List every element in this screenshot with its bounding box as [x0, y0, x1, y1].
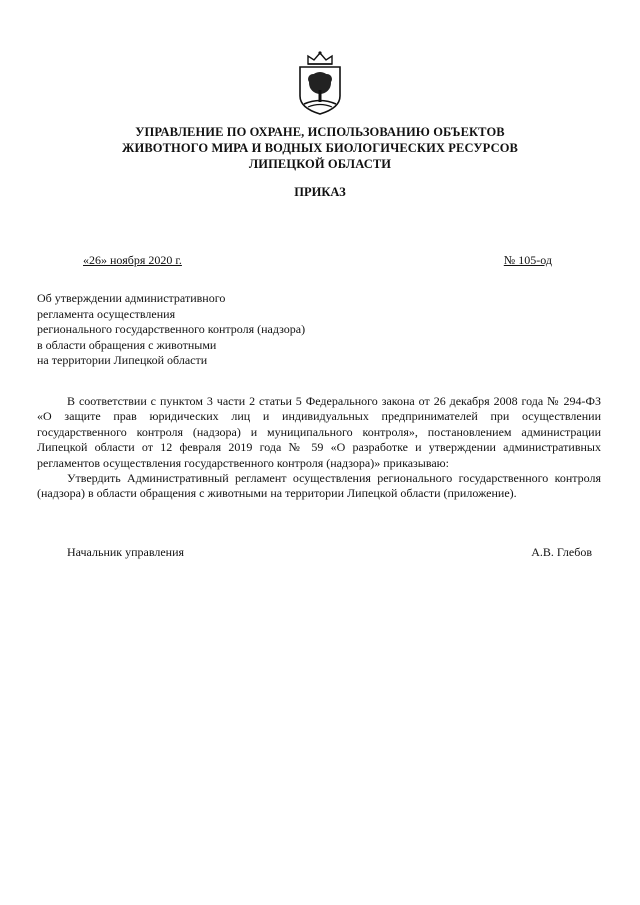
agency-line-2: ЖИВОТНОГО МИРА И ВОДНЫХ БИОЛОГИЧЕСКИХ РЕСУРСОВ — [122, 141, 518, 155]
coat-of-arms-icon — [294, 50, 346, 116]
subject-line-4: в области обращения с животными — [37, 337, 217, 352]
signatory-title: Начальник управления — [67, 545, 185, 559]
order-number: № 105-од — [503, 253, 552, 267]
subject-line-3: регионального государственного контроля (надзора) — [37, 322, 306, 336]
subject-line-5: на территории Липецкой области — [37, 353, 208, 367]
order-subject — [37, 291, 305, 369]
subject-line-1: Об утверждении административного — [37, 291, 226, 305]
order-body — [37, 394, 601, 502]
body-paragraph-resolution: Утвердить Административный регламент осуществления регионального государственного контроля (надзора) в области обращения с животными на территории Липецкой области (приложение). — [37, 471, 601, 501]
document-type: ПРИКАЗ — [294, 185, 346, 199]
agency-name — [0, 124, 640, 172]
agency-line-1: УПРАВЛЕНИЕ ПО ОХРАНЕ, ИСПОЛЬЗОВАНИЮ ОБЪЕКТОВ — [135, 125, 505, 139]
signatory-name: А.В. Глебов — [531, 545, 592, 559]
agency-line-3: ЛИПЕЦКОЙ ОБЛАСТИ — [248, 157, 392, 171]
subject-line-2: регламента осуществления — [37, 306, 176, 321]
body-paragraph-preamble: В соответствии с пунктом 3 части 2 статьи 5 Федерального закона от 26 декабря 2008 года № 294-ФЗ «О защите прав юридических лиц и индивидуальных предпринимателей при осуществлении государственного контроля (надзора) и муниципального контроля», постановлением администрации Липецкой области от 12 февраля 2019 года № 59 «О разработке и утверждении административных регламентов осуществления государственного контроля (надзора)» приказываю: — [37, 394, 601, 470]
order-date: «26» ноября 2020 г. — [83, 253, 182, 267]
